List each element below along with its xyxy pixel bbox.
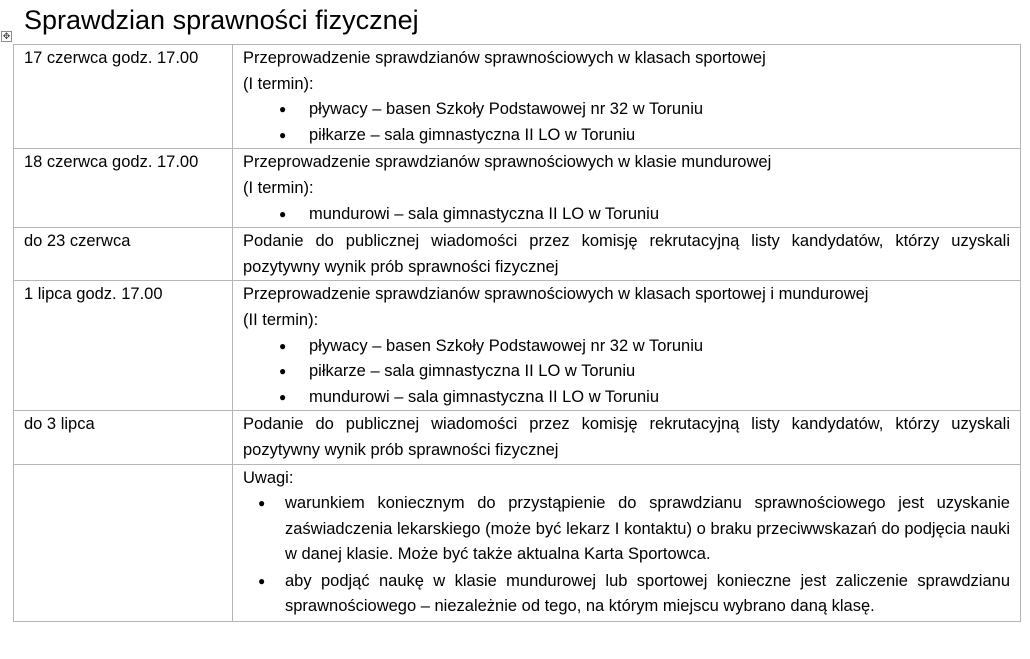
description-line: Przeprowadzenie sprawdzianów sprawnościowych w klasie mundurowej xyxy=(243,153,772,172)
table-row xyxy=(14,281,1021,411)
description-line: Przeprowadzenie sprawdzianów sprawnościowych w klasach sportowej i mundurowej xyxy=(243,285,869,304)
date-cell: do 3 lipca xyxy=(14,411,233,464)
date-cell: 17 czerwca godz. 17.00 xyxy=(14,45,233,149)
list-item: ● mundurowi – sala gimnastyczna II LO w Toruniu xyxy=(309,202,1010,228)
notes-heading: Uwagi: xyxy=(243,468,294,487)
location-list xyxy=(243,97,1010,148)
location-list xyxy=(243,334,1010,411)
list-item: ● aby podjąć naukę w klasie mundurowej lub sportowej konieczne jest zaliczenie sprawdzianu sprawnościowego – niezależnie od tego, na którym miejscu wybrano daną klasę. xyxy=(285,569,1010,620)
date-cell: 1 lipca godz. 17.00 xyxy=(14,281,233,411)
move-icon[interactable]: ✥ xyxy=(2,31,11,41)
description-cell xyxy=(233,149,1021,228)
table-row xyxy=(14,411,1021,464)
announcement-text: Podanie do publicznej wiadomości przez komisję rekrutacyjną listy kandydatów, którzy uzyskali pozytywny wynik prób sprawności fizycznej xyxy=(243,232,1010,276)
announcement-text: Podanie do publicznej wiadomości przez komisję rekrutacyjną listy kandydatów, którzy uzyskali pozytywny wynik prób sprawności fizycznej xyxy=(243,415,1010,459)
notes-cell xyxy=(233,464,1021,622)
description-term: (II termin): xyxy=(243,310,319,329)
description-term: (I termin): xyxy=(243,74,314,93)
document-title: Sprawdzian sprawności fizycznej xyxy=(24,5,419,35)
empty-cell xyxy=(14,464,233,622)
table-row xyxy=(14,464,1021,622)
notes-list xyxy=(243,491,1010,620)
description-cell xyxy=(233,45,1021,149)
table-row xyxy=(14,149,1021,228)
list-item: ● pływacy – basen Szkoły Podstawowej nr 32 w Toruniu xyxy=(309,334,1010,360)
date-cell: do 23 czerwca xyxy=(14,228,233,281)
description-line: Przeprowadzenie sprawdzianów sprawnościowych w klasach sportowej xyxy=(243,49,766,67)
list-item: ● piłkarze – sala gimnastyczna II LO w Toruniu xyxy=(309,123,1010,149)
table-row xyxy=(14,45,1021,149)
description-cell xyxy=(233,411,1021,464)
location-list xyxy=(243,202,1010,228)
list-item: ● pływacy – basen Szkoły Podstawowej nr 32 w Toruniu xyxy=(309,97,1010,123)
description-cell xyxy=(233,228,1021,281)
schedule-table xyxy=(13,44,1021,622)
list-item: ● piłkarze – sala gimnastyczna II LO w Toruniu xyxy=(309,359,1010,385)
date-cell: 18 czerwca godz. 17.00 xyxy=(14,149,233,228)
list-item: ● mundurowi – sala gimnastyczna II LO w Toruniu xyxy=(309,385,1010,411)
description-cell xyxy=(233,281,1021,411)
description-term: (I termin): xyxy=(243,178,314,197)
table-row xyxy=(14,228,1021,281)
list-item: ● warunkiem koniecznym do przystąpienie do sprawdzianu sprawnościowego jest uzyskanie zaświadczenia lekarskiego (może być lekarz I kontaktu) o braku przeciwwskazań do podjęcia nauki w danej klasie. Może być także aktualna Karta Sportowca. xyxy=(285,491,1010,568)
